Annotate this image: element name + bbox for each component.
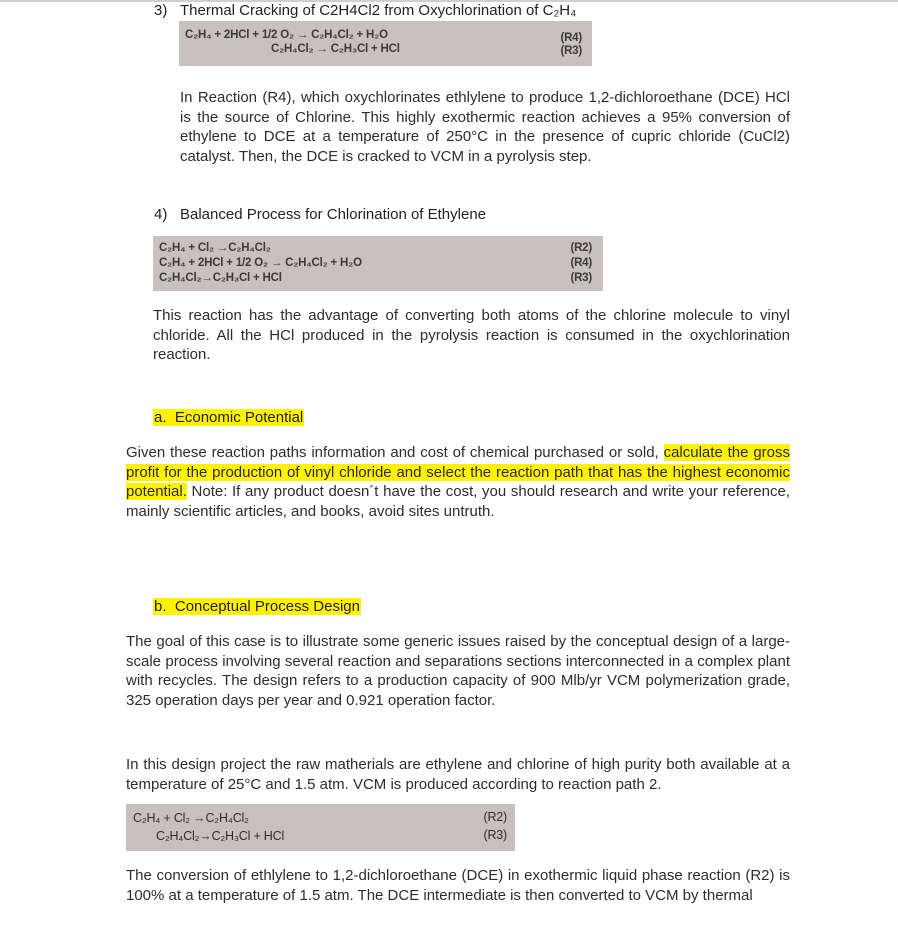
equation-image-section-3	[179, 21, 592, 66]
section-a-highlighted-text: calculate the gross profit for the production of vinyl chloride and select the reaction path that has the highest economic potential.	[126, 444, 790, 500]
section-a-title: Economic Potential	[174, 409, 304, 426]
section-3-paragraph: In Reaction (R4), which oxychlorinates ethlylene to produce 1,2-dichloroethane (DCE) HCl is the source of Chlorine. This highly exothermic reaction achieves a 95% conversion of ethylene to DCE at a temperature of 250°C in the presence of cupric chloride (CuCl2) catalyst. Then, the DCE is cracked to VCM in a pyrolysis step.	[180, 89, 790, 165]
equation-tag-r3: (R3)	[483, 828, 507, 842]
section-b-heading	[153, 598, 361, 615]
equation-tag-r2: (R2)	[483, 810, 507, 824]
section-b-label: b.	[154, 598, 167, 615]
section-b-title: Conceptual Process Design	[174, 598, 360, 615]
section-b-paragraph-3: The conversion of ethlylene to 1,2-dichloroethane (DCE) in exothermic liquid phase reaction (R2) is 100% at a temperature of 1.5 atm. The DCE intermediate is then converted to VCM by thermal	[126, 867, 790, 904]
equation-r4: C₂H₄ + 2HCl + 1/2 O₂ → C₂H₄Cl₂ + H₂O	[159, 257, 362, 269]
section-a-heading	[153, 409, 304, 426]
equation-tag-r4: (R4)	[560, 32, 582, 44]
section-4-number: 4)	[154, 206, 168, 223]
equation-r2: C₂H₄ + Cl₂ →C₂H₄Cl₂	[159, 242, 271, 254]
equation-r2: C₂H₄ + Cl₂ →C₂H₄Cl₂	[133, 811, 249, 825]
equation-r3: C₂H₄Cl₂→C₂H₃Cl + HCl	[156, 829, 285, 843]
section-a-label: a.	[154, 409, 167, 426]
section-a-text-2: Note: If any product doesn´t have the cost, you should research and write your reference, mainly scientific articles, and books, avoid sites untruth.	[126, 483, 790, 520]
equation-image-section-4	[153, 236, 603, 291]
equation-tag-r2: (R2)	[570, 242, 592, 254]
equation-tag-r3: (R3)	[570, 272, 592, 284]
equation-r3: C₂H₄Cl₂ → C₂H₃Cl + HCl	[271, 43, 400, 55]
section-4-paragraph: This reaction has the advantage of converting both atoms of the chlorine molecule to vinyl chloride. All the HCl produced in the pyrolysis reaction is consumed in the oxychlorination reaction.	[153, 307, 790, 363]
section-a-text-1: Given these reaction paths information and cost of chemical purchased or sold,	[126, 444, 664, 461]
equation-tag-r3: (R3)	[560, 45, 582, 57]
section-3-title: Thermal Cracking of C2H4Cl2 from Oxychlorination of C₂H₄	[180, 2, 577, 19]
equation-image-section-b	[126, 804, 515, 851]
section-b-paragraph-2: In this design project the raw matherials are ethylene and chlorine of high purity both available at a temperature of 25°C and 1.5 atm. VCM is produced according to reaction path 2.	[126, 756, 790, 793]
section-b-paragraph-1: The goal of this case is to illustrate some generic issues raised by the conceptual design of a large-scale process involving several reaction and separations sections interconnected in a complex plant with recycles. The design refers to a production capacity of 900 Mlb/yr VCM polymerization grade, 325 operation days per year and 0.921 operation factor.	[126, 633, 790, 709]
section-4-title: Balanced Process for Chlorination of Ethylene	[180, 206, 487, 223]
equation-r4: C₂H₄ + 2HCl + 1/2 O₂ → C₂H₄Cl₂ + H₂O	[185, 29, 388, 41]
equation-tag-r4: (R4)	[570, 257, 592, 269]
equation-r3: C₂H₄Cl₂→C₂H₃Cl + HCl	[159, 272, 282, 284]
section-a-paragraph	[126, 443, 790, 521]
section-3-number: 3)	[154, 2, 168, 19]
